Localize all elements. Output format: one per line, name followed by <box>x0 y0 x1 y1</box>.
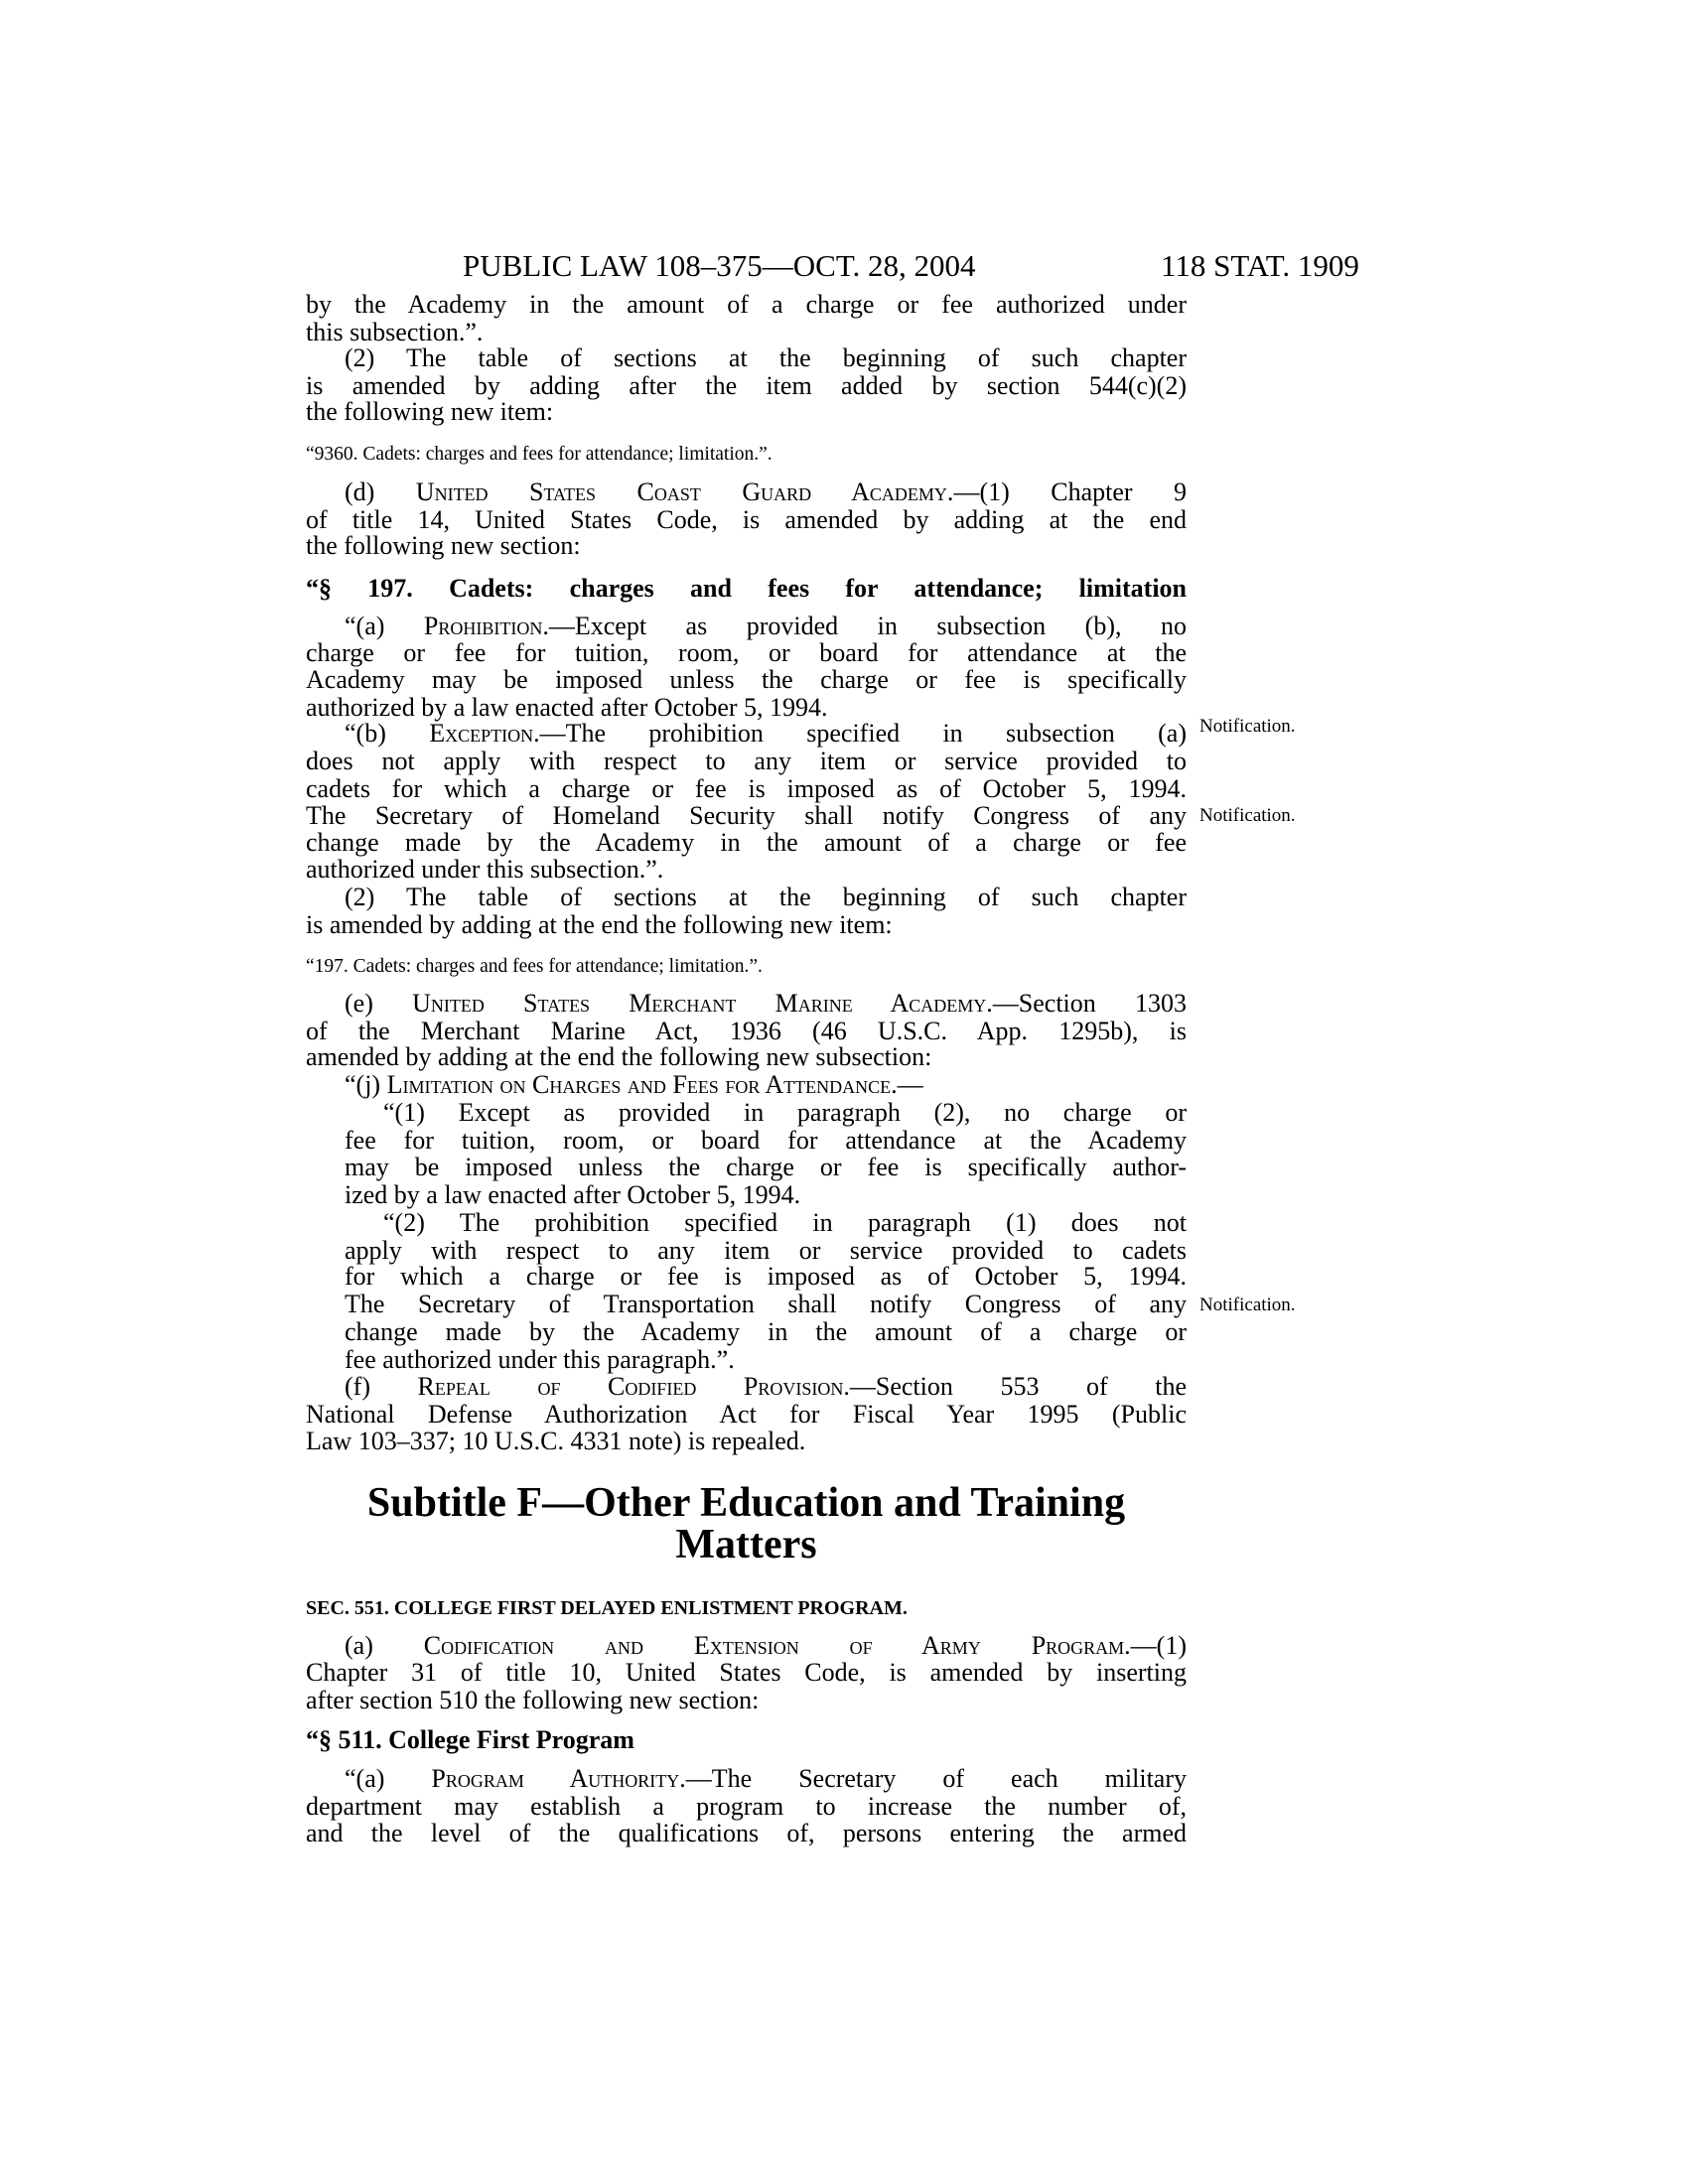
text-line: the following new item: <box>306 397 554 426</box>
table-of-sections-item: “197. Cadets: charges and fees for attendance; limitation.”. <box>306 956 763 977</box>
text-line: (2) The table of sections at the beginning of such chapter <box>345 883 1187 911</box>
text-line: change made by the Academy in the amount of a charge or fee <box>306 828 1187 857</box>
text-line <box>306 1764 1187 1794</box>
text-line: of title 14, United States Code, is amended by adding at the end <box>306 505 1187 534</box>
text-line <box>306 478 1187 507</box>
text-line: and the level of the qualifications of, persons entering the armed <box>306 1819 1187 1847</box>
text-line: change made by the Academy in the amount of a charge or <box>345 1317 1187 1346</box>
text: “(j) <box>345 1070 387 1099</box>
section-heading-511: “§ 511. College First Program <box>306 1725 634 1754</box>
text-line: is amended by adding after the item added by section 544(c)(2) <box>306 371 1187 400</box>
text-line: by the Academy in the amount of a charge or fee authorized under <box>306 290 1187 319</box>
text-line: of the Merchant Marine Act, 1936 (46 U.S.C. App. 1295b), is <box>306 1017 1187 1045</box>
text-line: is amended by adding at the end the following new item: <box>306 910 893 939</box>
text: “(b) <box>345 719 430 748</box>
subsection-heading: Program Authority. <box>431 1764 686 1793</box>
text: “(a) <box>345 612 424 640</box>
text: (f) <box>345 1372 418 1401</box>
text: (e) <box>345 989 413 1018</box>
text-line: this subsection.”. <box>306 318 484 346</box>
text-line <box>306 612 1187 641</box>
text-line: Chapter 31 of title 10, United States Code, is amended by inserting <box>306 1658 1187 1687</box>
text-line: department may establish a program to increase the number of, <box>306 1792 1187 1821</box>
text: —Section 1303 <box>992 989 1187 1018</box>
text-line: the following new section: <box>306 531 581 560</box>
text-line <box>306 1372 1187 1402</box>
subtitle-heading-line1: Subtitle F—Other Education and Training <box>366 1480 1126 1526</box>
text-line: ized by a law enacted after October 5, 1994. <box>345 1180 801 1209</box>
text: —(1) <box>1130 1631 1187 1660</box>
text: —Section 553 of the <box>849 1372 1187 1401</box>
text: —The Secretary of each military <box>685 1764 1187 1793</box>
text: —Except as provided in subsection (b), no <box>548 612 1187 640</box>
text-line: authorized under this subsection.”. <box>306 855 664 884</box>
subsection-heading: United States Coast Guard Academy. <box>415 478 954 506</box>
margin-note: Notification. <box>1199 1295 1296 1315</box>
text-line: fee authorized under this paragraph.”. <box>345 1345 735 1374</box>
text-line <box>306 719 1187 749</box>
text: “(a) <box>345 1764 432 1793</box>
text-line: cadets for which a charge or fee is imposed as of October 5, 1994. <box>306 774 1187 803</box>
text-line: fee for tuition, room, or board for attendance at the Academy <box>345 1126 1187 1155</box>
running-header-title: PUBLIC LAW 108–375—OCT. 28, 2004 <box>463 248 976 283</box>
text-line: “(1) Except as provided in paragraph (2), no charge or <box>383 1098 1187 1127</box>
text-line <box>306 1070 1187 1100</box>
text-line: (2) The table of sections at the beginning of such chapter <box>345 343 1187 372</box>
text-line: The Secretary of Homeland Security shall notify Congress of any <box>306 801 1187 830</box>
text-line: charge or fee for tuition, room, or board for attendance at the <box>306 638 1187 667</box>
text-line: Law 103–337; 10 U.S.C. 4331 note) is repealed. <box>306 1427 806 1455</box>
text: (d) <box>345 478 416 506</box>
text-line <box>306 1631 1187 1661</box>
section-heading-197: “§ 197. Cadets: charges and fees for attendance; limitation <box>306 574 1187 603</box>
subtitle-heading-line2: Matters <box>675 1522 817 1568</box>
text-line: for which a charge or fee is imposed as of October 5, 1994. <box>345 1262 1187 1291</box>
subsection-heading: Codification and Extension of Army Program. <box>423 1631 1131 1660</box>
margin-note: Notification. <box>1199 805 1296 826</box>
subsection-heading: United States Merchant Marine Academy. <box>412 989 993 1018</box>
margin-note: Notification. <box>1199 716 1296 737</box>
text-line: amended by adding at the end the following new subsection: <box>306 1042 932 1071</box>
section-551-heading: SEC. 551. COLLEGE FIRST DELAYED ENLISTMENT PROGRAM. <box>306 1597 908 1619</box>
text: — <box>897 1070 923 1099</box>
subsection-heading: Prohibition. <box>423 612 549 640</box>
text: —The prohibition specified in subsection (a) <box>539 719 1187 748</box>
text-line: “(2) The prohibition specified in paragraph (1) does not <box>383 1208 1187 1237</box>
text-line: The Secretary of Transportation shall notify Congress of any <box>345 1290 1187 1318</box>
subsection-heading: Exception. <box>429 719 540 748</box>
text-line: National Defense Authorization Act for Fiscal Year 1995 (Public <box>306 1400 1187 1429</box>
table-of-sections-item: “9360. Cadets: charges and fees for attendance; limitation.”. <box>306 444 773 465</box>
text-line: may be imposed unless the charge or fee is specifically author- <box>345 1153 1187 1181</box>
page-stat-number: 118 STAT. 1909 <box>1161 248 1359 283</box>
text-line <box>306 989 1187 1019</box>
text: (a) <box>345 1631 424 1660</box>
text-line: apply with respect to any item or service provided to cadets <box>345 1236 1187 1265</box>
text-line: Academy may be imposed unless the charge or fee is specifically <box>306 665 1187 694</box>
subsection-heading: Repeal of Codified Provision. <box>417 1372 850 1401</box>
text: —(1) Chapter 9 <box>953 478 1187 506</box>
text-line: does not apply with respect to any item or service provided to <box>306 747 1187 775</box>
subsection-heading: Limitation on Charges and Fees for Attendance. <box>386 1070 898 1099</box>
text-line: after section 510 the following new section: <box>306 1686 760 1714</box>
text-line: authorized by a law enacted after October 5, 1994. <box>306 693 828 722</box>
